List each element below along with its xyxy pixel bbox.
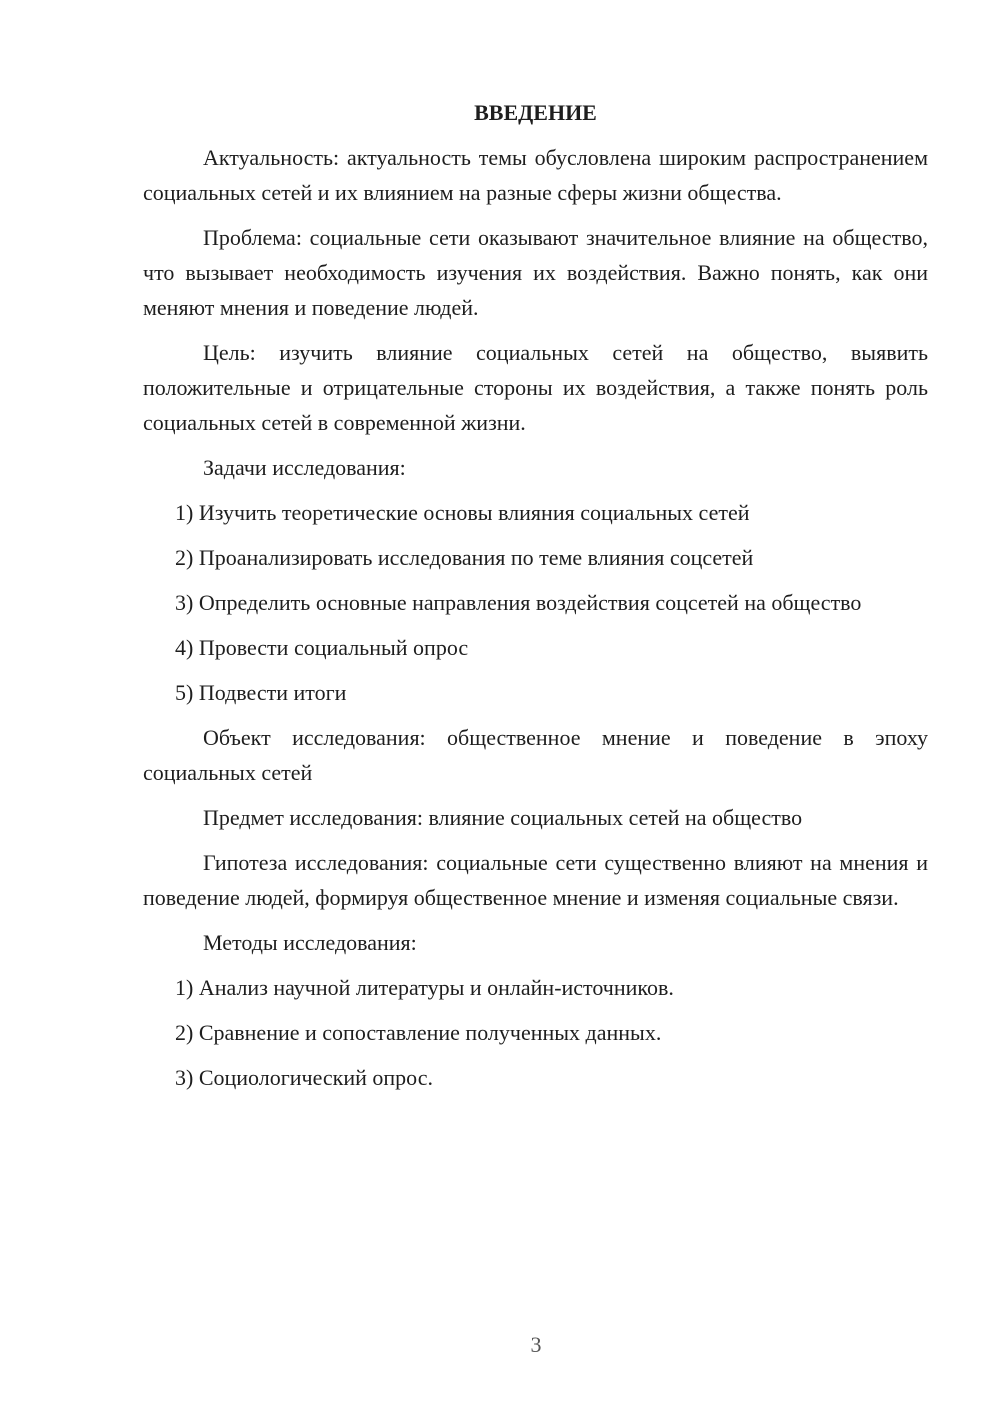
goal-paragraph: Цель: изучить влияние социальных сетей на общество, выявить положительные и отрицательные стороны их воздействия, а также понять роль социальных сетей в современной жизни. bbox=[143, 340, 928, 435]
hypothesis-paragraph: Гипотеза исследования: социальные сети существенно влияют на мнения и поведение людей, формируя общественное мнение и изменяя социальные связи. bbox=[143, 850, 928, 910]
task-item: 1) Изучить теоретические основы влияния социальных сетей bbox=[175, 500, 750, 525]
methods-heading: Методы исследования: bbox=[203, 930, 417, 955]
method-item: 2) Сравнение и сопоставление полученных данных. bbox=[175, 1020, 662, 1045]
task-item: 2) Проанализировать исследования по теме влияния соцсетей bbox=[175, 545, 754, 570]
document-body bbox=[143, 95, 928, 1105]
tasks-heading: Задачи исследования: bbox=[203, 455, 406, 480]
method-item: 1) Анализ научной литературы и онлайн-источников. bbox=[175, 975, 674, 1000]
method-item: 3) Социологический опрос. bbox=[175, 1065, 433, 1090]
object-paragraph: Объект исследования: общественное мнение и поведение в эпоху социальных сетей bbox=[143, 725, 928, 785]
problem-paragraph: Проблема: социальные сети оказывают значительное влияние на общество, что вызывает необходимость изучения их воздействия. Важно понять, как они меняют мнения и поведение людей. bbox=[143, 225, 928, 320]
task-item: 3) Определить основные направления воздействия соцсетей на общество bbox=[175, 590, 862, 615]
task-item: 5) Подвести итоги bbox=[175, 680, 347, 705]
subject-paragraph: Предмет исследования: влияние социальных сетей на общество bbox=[203, 805, 803, 830]
section-title: ВВЕДЕНИЕ bbox=[474, 100, 597, 125]
page-number: 3 bbox=[530, 1332, 542, 1357]
relevance-paragraph: Актуальность: актуальность темы обусловлена широким распространением социальных сетей и их влиянием на разные сферы жизни общества. bbox=[143, 145, 928, 205]
task-item: 4) Провести социальный опрос bbox=[175, 635, 469, 660]
